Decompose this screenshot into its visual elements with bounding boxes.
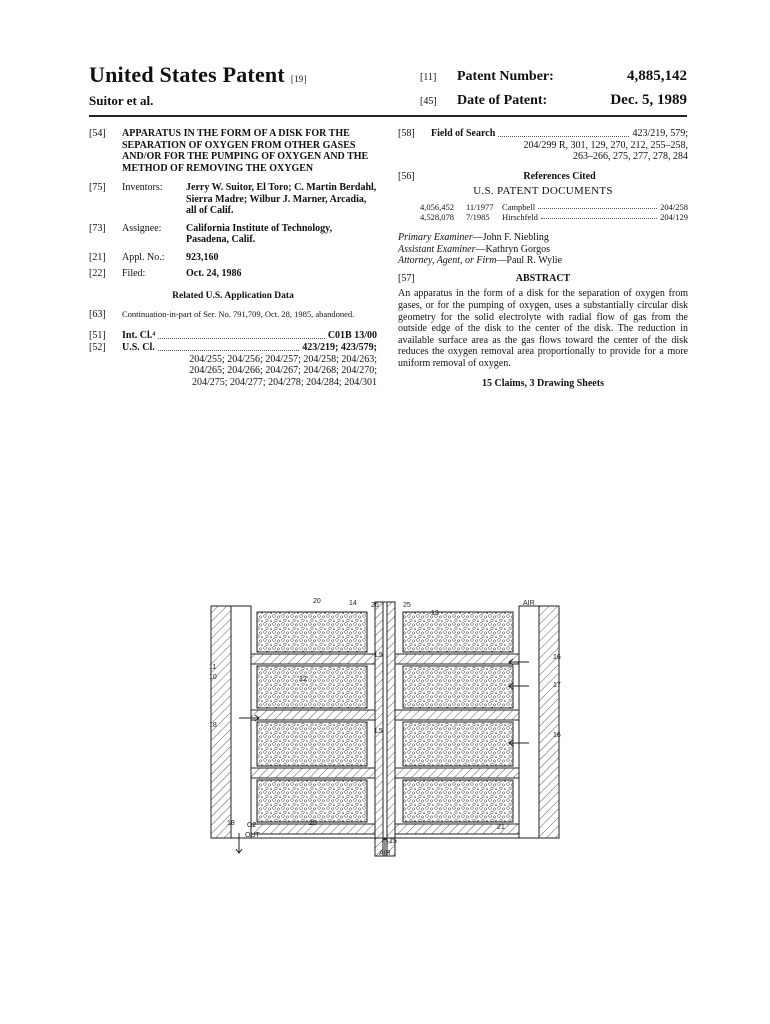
references-code: [56] xyxy=(398,170,415,182)
ref-label: 18 xyxy=(227,820,235,827)
references-heading: References Cited xyxy=(523,170,596,182)
ref-label: 25 xyxy=(403,602,411,609)
ref-date: 7/1985 xyxy=(466,211,490,222)
date-code: [45] xyxy=(420,96,437,107)
abstract-heading-row xyxy=(398,273,688,285)
field-search-line: 423/219, 579; xyxy=(632,128,688,139)
filed-code: [22] xyxy=(89,267,106,279)
ref-label: 10 xyxy=(209,674,217,681)
electrode-layer xyxy=(403,722,513,766)
inventors: Jerry W. Suitor, El Toro; C. Martin Berdahl, Sierra Madre; Wilbur J. Marner, Arcadia, all of Calif. xyxy=(186,182,377,217)
ref-label: 12 xyxy=(299,676,307,683)
reference-row xyxy=(420,202,688,212)
us-cl-section xyxy=(89,342,377,354)
field-search-line: 263–266, 275, 277, 278, 284 xyxy=(573,151,688,163)
ref-name: Campbell xyxy=(502,201,536,212)
assignee-section xyxy=(89,223,377,246)
int-cl-code: [51] xyxy=(89,330,106,342)
inner-wall-right xyxy=(519,606,539,838)
primary-examiner: Primary Examiner—John F. Niebling xyxy=(398,231,549,243)
electrode-layer xyxy=(403,666,513,708)
assignee-code: [73] xyxy=(89,222,106,234)
patent-number-label: Patent Number: xyxy=(457,69,554,84)
field-search-section xyxy=(398,128,688,140)
ref-class: 204/258 xyxy=(660,201,688,212)
dot-leader xyxy=(541,212,657,219)
outer-wall-right xyxy=(539,606,559,838)
dot-leader xyxy=(158,330,325,339)
patent-date: Dec. 5, 1989 xyxy=(610,92,687,108)
abstract-text: An apparatus in the form of a disk for the separation of oxygen from gases, or for the pumping of oxygen, uses a substantially circular disk geometry for the solid electrolyte with radial flow of gas from the outside edge of the disk to the center of the disk. The reduction in available surface area as the gas flows toward the center of the disk reduces the oxygen removal area proportionally to provide for a more uniform removal of oxygen. xyxy=(398,288,688,369)
us-cl-value: 423/219; 423/579; xyxy=(302,341,377,353)
appl-section xyxy=(89,252,377,264)
invention-title: APPARATUS IN THE FORM OF A DISK FOR THE SEPARATION OF OXYGEN FROM OTHER GASES AND/OR FOR THE PUMPING OF OXYGEN AND THE METHOD OF REMOVING THE OXYGEN xyxy=(122,128,369,174)
air-label: AIR xyxy=(523,600,535,607)
attorney: Attorney, Agent, or Firm—Paul R. Wylie xyxy=(398,255,563,267)
ref-label: 16 xyxy=(553,732,561,739)
claims-summary: 15 Claims, 3 Drawing Sheets xyxy=(482,377,604,389)
electrode-layer xyxy=(403,612,513,652)
right-column xyxy=(398,128,688,389)
ref-label: 11 xyxy=(209,664,217,671)
appl-no: 923,160 xyxy=(186,251,219,263)
ref-date: 11/1977 xyxy=(466,201,494,212)
electrode-layer xyxy=(257,780,367,822)
patent-title: United States Patent [19] xyxy=(89,62,307,87)
ref-label: 20 xyxy=(313,598,321,605)
ref-number: 4,056,452 xyxy=(420,201,454,212)
assignee-label: Assignee: xyxy=(122,222,162,234)
ref-name: Hirschfeld xyxy=(502,211,538,222)
examiners xyxy=(398,232,688,267)
o2-label: O2 xyxy=(247,822,257,829)
us-cl-code: [52] xyxy=(89,341,106,353)
ref-label: 13 xyxy=(431,610,439,617)
air-label: AIR xyxy=(379,850,391,857)
central-bore xyxy=(383,602,387,856)
dot-leader xyxy=(538,202,657,209)
field-search-line: 204/299 R, 301, 129, 270, 212, 255–258, xyxy=(523,139,688,151)
filed-section xyxy=(89,268,377,280)
dot-leader xyxy=(498,128,629,137)
references-list xyxy=(398,202,688,222)
ref-label: 17 xyxy=(553,682,561,689)
patent-number: 4,885,142 xyxy=(627,68,687,84)
title-code: [54] xyxy=(89,128,106,139)
ref-number: 4,528,078 xyxy=(420,211,454,222)
primary-examiner-label: Primary Examiner xyxy=(398,231,473,243)
assistant-examiner: Assistant Examiner—Kathryn Gorgos xyxy=(398,243,551,255)
dot-leader xyxy=(158,342,299,351)
ref-label: 21 xyxy=(497,824,505,831)
cross-section-figure xyxy=(209,598,561,860)
ref-label: 20 xyxy=(309,820,317,827)
inventors-label: Inventors: xyxy=(122,182,163,193)
continuation-section xyxy=(89,309,377,321)
title-code: [19] xyxy=(290,74,307,84)
us-cl-label: U.S. Cl. xyxy=(122,341,155,353)
continuation: Continuation-in-part of Ser. No. 791,709, Oct. 28, 1985, abandoned. xyxy=(122,308,355,319)
field-search-lines xyxy=(398,140,688,163)
attorney-label: Attorney, Agent, or Firm xyxy=(398,255,497,267)
filed-date: Oct. 24, 1986 xyxy=(186,267,242,279)
electrode-layer xyxy=(257,612,367,652)
reference-row xyxy=(420,212,688,222)
electrode-layer xyxy=(257,722,367,766)
inventors-code: [75] xyxy=(89,182,106,193)
references-section xyxy=(398,171,688,183)
ref-label: 18 xyxy=(209,722,217,729)
ref-class: 204/129 xyxy=(660,211,688,222)
assistant-examiner-label: Assistant Examiner xyxy=(398,243,476,255)
inventors-section xyxy=(89,182,377,217)
int-cl-section xyxy=(89,330,377,342)
field-search-code: [58] xyxy=(398,128,415,139)
date-label: Date of Patent: xyxy=(457,93,548,108)
abstract-code: [57] xyxy=(398,272,415,284)
title-section xyxy=(89,128,377,174)
int-cl-value: C01B 13/00 xyxy=(327,330,377,342)
field-search-label: Field of Search xyxy=(431,128,496,139)
us-patent-documents-heading: U.S. PATENT DOCUMENTS xyxy=(473,185,613,198)
appl-code: [21] xyxy=(89,251,106,263)
appl-label: Appl. No.: xyxy=(122,251,165,263)
abstract-heading: ABSTRACT xyxy=(515,272,571,284)
left-column xyxy=(89,128,377,388)
assignee: California Institute of Technology, Pasadena, Calif. xyxy=(186,222,333,246)
ref-label: 26 xyxy=(371,602,379,609)
out-label: OUT xyxy=(245,832,260,839)
us-cl-lines xyxy=(89,354,377,389)
authors: Suitor et al. xyxy=(89,93,154,108)
ref-label: L5 xyxy=(375,652,383,659)
related-data-heading: Related U.S. Application Data xyxy=(172,291,294,302)
continuation-code: [63] xyxy=(89,308,106,320)
ref-label: L5 xyxy=(375,728,383,735)
filed-label: Filed: xyxy=(122,267,146,279)
us-cl-line: 204/265; 204/266; 204/267; 204/268; 204/270; xyxy=(189,365,377,377)
patent-drawing xyxy=(209,598,561,860)
electrode-layer xyxy=(403,780,513,822)
us-cl-line: 204/255; 204/256; 204/257; 204/258; 204/263; xyxy=(189,353,377,365)
us-cl-line: 204/275; 204/277; 204/278; 204/284; 204/301 xyxy=(191,376,377,388)
patent-number-code: [11] xyxy=(420,72,437,83)
ref-label: 15 xyxy=(389,838,397,845)
header-rule xyxy=(89,115,687,117)
ref-label: 16 xyxy=(553,654,561,661)
int-cl-label: Int. Cl.⁴ xyxy=(122,330,156,342)
electrode-layer xyxy=(257,666,367,708)
ref-label: 14 xyxy=(349,600,357,607)
inner-wall-left xyxy=(231,606,251,838)
